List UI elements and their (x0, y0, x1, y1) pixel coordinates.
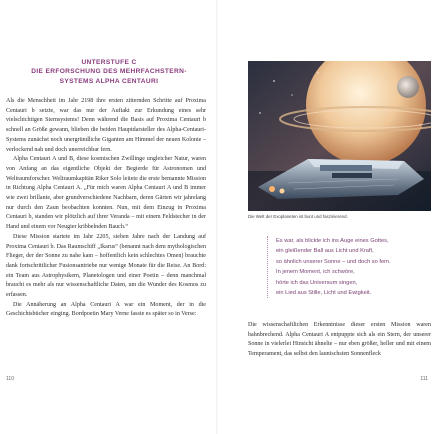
left-body-text (6, 97, 206, 320)
poem-line: In jenem Moment, ich schwöre, (276, 269, 355, 276)
poem-line: ein Lied aus Stille, Licht und Ewigkeit. (276, 290, 372, 297)
page-number-left: 110 (6, 376, 14, 382)
heading-line: UNTERSTUFE C (81, 59, 137, 66)
paragraph: Als die Menschheit im Jahr 2198 ihre ersten zitternden Schritte auf Proxima Centauri b setzte, war das nur der Auftakt zur Erkundung eines sehr vielschichtigen Sternsystems! Denn während die Basis auf Proxima Centauri b schnell an Größe gewann, blieben die beiden Hauptdarsteller des Alpha-Centauri-Systems zunächst noch unergründliche Giganten am Himmel der neuen Kolonie – verlockend nah und doch unerreichbar fern. (6, 98, 206, 153)
paragraph: Alpha Centauri A und B, diese kosmischen Zwillinge ungleicher Natur, waren von Anfang an das eigentliche Objekt der Begierde für Astronomen und Weltraumforscher. Weltraumkapitän Riker Solo leitete die erste bemannte Mission in Richtung Alpha Centauri A. „Für mich waren Alpha Centauri A und B immer wie zwei brillante, aber grundverschiedene Nachbarn, deren Gärten wir jahrelang nur durch den Zaun beobachten konnten. Nun, mit dem Einzug in Proxima Centauri b, standen wir plötzlich auf ihrer Veranda – mit einem Feldstecher in der Hand und einem vor Neugier kribbelnden Bauch.“ (6, 156, 206, 231)
paragraph: Die wissenschaftlichen Erkenntnisse dieser ersten Mission waren bahnbrechend. Alpha Centauri A entpuppte sich als ein Stern, der unserer Sonne in vielerlei Hinsicht ähnelte – nur eben größer, heller und mit einem Temperament, das selbst den launischsten Sonnenfleck (248, 322, 431, 358)
heading-line: DIE ERFORSCHUNG DES MEHRFACHSTERN- (31, 68, 187, 76)
image-caption: Die Welt der Exoplaneten ist bunt und faszinierend. (248, 214, 348, 219)
poem-line: ein gleißender Ball aus Licht und Kraft, (276, 248, 374, 255)
poem-block (267, 236, 426, 298)
paragraph: Diese Mission startete im Jahr 2205, sieben Jahre nach der Landung auf Proxima Centauri b. Das Raumschiff „Ikarus“ (benannt nach dem mythologischen Flieger, der der Sonne zu nahe kam – hoffentlich kein schlechtes Omen) brauchte dank fortschrittlicher Fusionsantriebe nur wenige Monate für die Reise. An Bord: ein Team aus Astrophysikern, Planetologen und einer Poetin – denn manchmal braucht es mehr als nur wissenschaftliche Daten, um die Wunder des Kosmos zu erfassen. (6, 233, 206, 299)
chapter-heading (14, 58, 204, 86)
poem-line: so ähnlich unserer Sonne – und doch so fern. (276, 258, 391, 265)
spaceship-illustration (248, 61, 431, 211)
right-body-text (248, 321, 431, 360)
page-number-right: 111 (420, 376, 428, 382)
paragraph: Die Annäherung an Alpha Centauri A war ein Moment, der in die Geschichtsbücher einging. Bordpoetin Mary Verne fasste es später so in Verse: (6, 301, 206, 318)
poem-line: Es war, als blickte ich ins Auge eines Gottes, (276, 238, 389, 244)
spaceship-illustration-svg (248, 61, 431, 211)
poem-line: hörte ich das Universum singen, (276, 279, 358, 286)
heading-line: SYSTEMS ALPHA CENTAURI (59, 77, 159, 85)
